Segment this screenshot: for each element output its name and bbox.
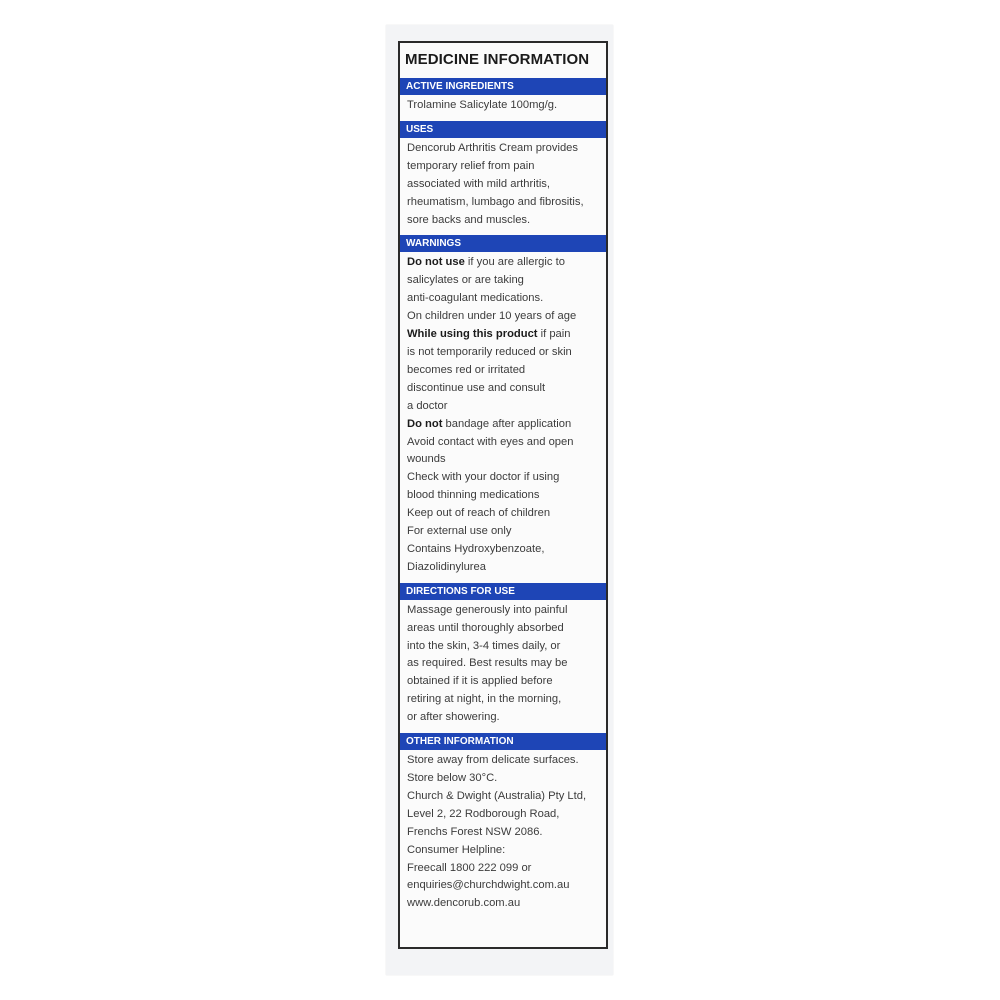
section-header-directions: DIRECTIONS FOR USE [400, 583, 606, 600]
text-line: is not temporarily reduced or skin [407, 345, 572, 358]
text-line: associated with mild arthritis, [407, 177, 551, 190]
bold-lead: Do not [407, 417, 443, 430]
text-line: retiring at night, in the morning, [407, 693, 562, 706]
text-line: sore backs and muscles. [407, 213, 531, 226]
text-line: Diazolidinylurea [407, 560, 486, 573]
section-header-warnings: WARNINGS [400, 235, 606, 252]
uses-text [400, 138, 606, 233]
text-line: Massage generously into painful [407, 603, 568, 616]
text-line: For external use only [407, 525, 512, 538]
text-line: Store below 30°C. [407, 772, 498, 784]
line-rest: if you are allergic to [464, 256, 565, 269]
text-line: temporary relief from pain [407, 159, 535, 172]
text-line: Frenchs Forest NSW 2086. [407, 825, 543, 838]
email-address: enquiries@churchdwight.com.au [407, 879, 570, 892]
text-line: Consumer Helpline: [407, 843, 506, 856]
website-url: www.dencorub.com.au [407, 897, 521, 910]
text-line: Store away from delicate surfaces. [407, 754, 579, 767]
text-line: Contains Hydroxybenzoate, [407, 542, 545, 555]
text-line: blood thinning medications [407, 489, 540, 502]
section-header-uses: USES [400, 121, 606, 138]
text-line: obtained if it is applied before [407, 675, 553, 688]
warnings-text [400, 252, 606, 579]
text-line: becomes red or irritated [407, 363, 526, 376]
text-line: a doctor [407, 399, 448, 412]
directions-text [400, 600, 606, 730]
text-line: Keep out of reach of children [407, 507, 551, 520]
text-line: salicylates or are taking [407, 274, 524, 287]
text-line: Freecall 1800 222 099 or [407, 861, 532, 874]
text-line: or after showering. [407, 711, 500, 724]
line-rest: bandage after application [442, 417, 572, 430]
text-line: as required. Best results may be [407, 657, 568, 670]
text-line: into the skin, 3-4 times daily, or [407, 639, 561, 652]
text-line: rheumatism, lumbago and fibrositis, [407, 195, 584, 208]
panel-title: MEDICINE INFORMATION [405, 51, 590, 68]
other-information-text [400, 750, 606, 916]
text-line [407, 416, 602, 434]
text-line: Check with your doctor if using [407, 471, 560, 484]
text-line: Trolamine Salicylate 100mg/g. [407, 99, 558, 111]
active-ingredients-text [400, 95, 606, 118]
medicine-information-panel [398, 41, 608, 949]
text-line: Avoid contact with eyes and open [407, 435, 574, 448]
text-line: Level 2, 22 Rodborough Road, [407, 807, 560, 820]
text-line: Dencorub Arthritis Cream provides [407, 141, 578, 154]
section-header-other-information: OTHER INFORMATION [400, 733, 606, 750]
line-rest: if pain [537, 328, 571, 341]
text-line [407, 254, 602, 272]
text-line: anti-coagulant medications. [407, 292, 544, 305]
text-line [407, 326, 602, 344]
text-line: areas until thoroughly absorbed [407, 621, 564, 634]
text-line: Church & Dwight (Australia) Pty Ltd, [407, 789, 587, 802]
text-line: discontinue use and consult [407, 381, 546, 394]
bold-lead: While using this product [407, 328, 538, 341]
text-line: wounds [407, 453, 446, 466]
section-header-active-ingredients: ACTIVE INGREDIENTS [400, 78, 606, 95]
bold-lead: Do not use [407, 256, 465, 269]
text-line: On children under 10 years of age [407, 310, 577, 323]
